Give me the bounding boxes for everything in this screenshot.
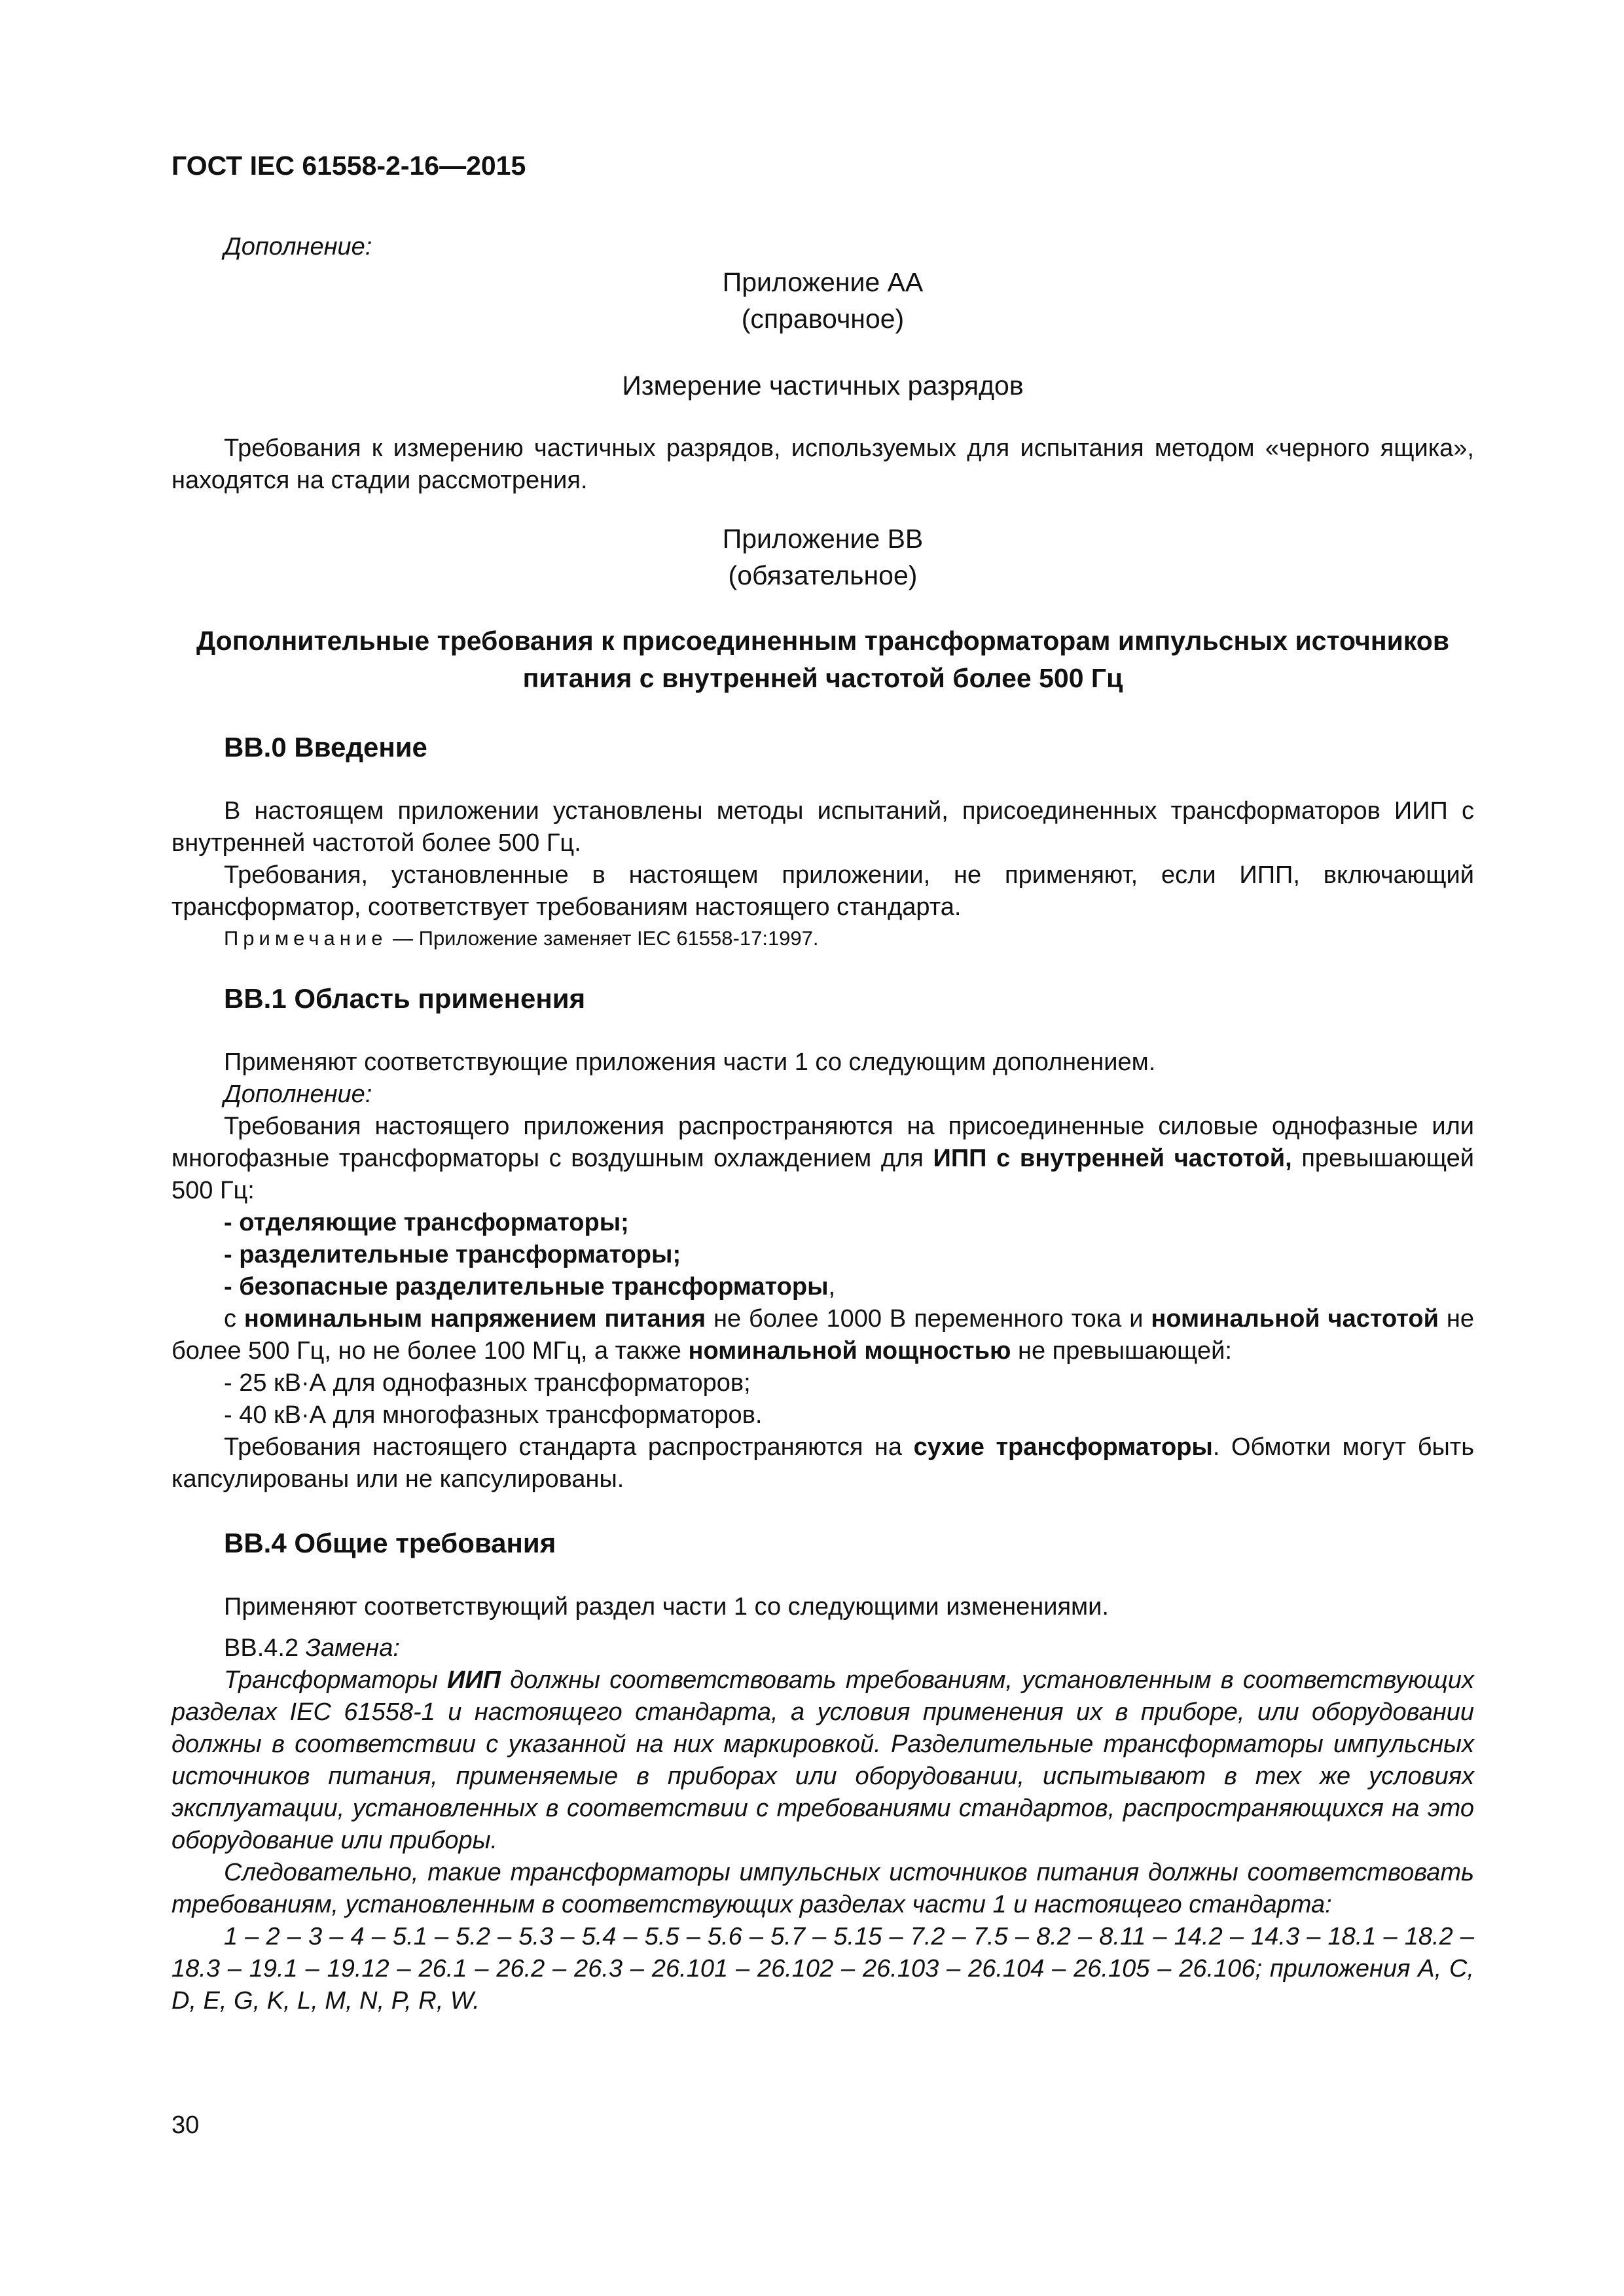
bb0-paragraph-2: Требования, установленные в настоящем приложении, не применяют, если ИПП, включающий трансформатор, соответствует требованиям настоящего стандарта. — [171, 861, 1474, 921]
bb1-paragraph-3: с номинальным напряжением питания не более 1000 В переменного тока и номинальной частотой не более 500 Гц, но не более 100 МГц, а также номинальной мощностью не превышающей: — [171, 1305, 1474, 1365]
bb4-paragraph-3: Следовательно, такие трансформаторы импульсных источников питания должны соответствовать требованиям, установленным в соответствующих разделах части 1 и настоящего стандарта: — [171, 1859, 1474, 1918]
note-text: — Приложение заменяет IEC 61558-17:1997. — [387, 927, 819, 950]
bb1-list-item: - разделительные трансформаторы; — [224, 1241, 681, 1268]
annex-bb-type: (обязательное) — [728, 560, 918, 590]
annex-bb-title: Приложение ВВ — [722, 524, 924, 554]
bb1-paragraph-2: Требования настоящего приложения распространяются на присоединенные силовые однофазные или многофазные трансформаторы с воздушным охлаждением для ИПП с внутренней частотой, превышающей 500 Гц: — [171, 1113, 1474, 1204]
bb0-paragraph-1: В настоящем приложении установлены методы испытаний, присоединенных трансформаторов ИИП с внутренней частотой более 500 Гц. — [171, 797, 1474, 857]
section-bb1-title: ВВ.1 Область применения — [224, 983, 586, 1014]
annex-bb-heading: Дополнительные требования к присоединенным трансформаторам импульсных источников питания с внутренней частотой более 500 Гц — [196, 626, 1450, 693]
document-header: ГОСТ IEC 61558-2-16—2015 — [171, 151, 526, 181]
bb4-subsection: ВВ.4.2 Замена: — [224, 1634, 400, 1662]
annex-aa-text: Требования к измерению частичных разрядов, используемых для испытания методом «черного ящика», находятся на стадии рассмотрения. — [171, 435, 1474, 494]
bb4-paragraph-2: Трансформаторы ИИП должны соответствовать требованиям, установленным в соответствующих разделах IEC 61558-1 и настоящего стандарта, а условия применения их в приборе, или оборудовании должны в соответствии с указанной на них маркировкой. Разделительные трансформаторы импульсных источников питания, применяемые в приборах или оборудовании, испытывают в тех же условиях эксплуатации, установленных в соответствии с требованиями стандартов, распространяющихся на это оборудование или приборы. — [171, 1666, 1474, 1854]
bb0-note — [224, 924, 1474, 954]
addition-label: Дополнение: — [224, 233, 372, 260]
bb1-list-item: - 40 кВ·А для многофазных трансформаторов. — [224, 1401, 763, 1429]
annex-aa-heading: Измерение частичных разрядов — [622, 370, 1024, 401]
bb1-list-item: - 25 кВ·А для однофазных трансформаторов; — [224, 1369, 751, 1397]
bb1-addition-label: Дополнение: — [224, 1081, 372, 1108]
bb1-paragraph-1: Применяют соответствующие приложения части 1 со следующим дополнением. — [224, 1049, 1156, 1076]
bb1-list-item: - отделяющие трансформаторы; — [224, 1209, 629, 1236]
bb4-paragraph-4: 1 – 2 – 3 – 4 – 5.1 – 5.2 – 5.3 – 5.4 – 5.5 – 5.6 – 5.7 – 5.15 – 7.2 – 7.5 – 8.2 – 8.11 – 14.2 – 14.3 – 18.1 – 18.2 – 18.3 – 19.1 – 19.12 – 26.1 – 26.2 – 26.3 – 26.101 – 26.102 – 26.103 – 26.104 – 26.105 – 26.106; приложения A, C, D, E, G, K, L, M, N, P, R, W. — [171, 1923, 1474, 2015]
page-number: 30 — [171, 2111, 200, 2139]
bb4-paragraph-1: Применяют соответствующий раздел части 1 со следующими изменениями. — [224, 1593, 1109, 1621]
document-page — [171, 151, 1474, 2017]
bb1-list-item: - безопасные разделительные трансформаторы, — [224, 1273, 836, 1300]
bb1-paragraph-4: Требования настоящего стандарта распространяются на сухие трансформаторы. Обмотки могут быть капсулированы или не капсулированы. — [171, 1433, 1474, 1493]
section-bb0-title: ВВ.0 Введение — [224, 732, 427, 762]
annex-aa-title: Приложение АА — [722, 267, 924, 297]
annex-aa-type: (справочное) — [741, 304, 905, 334]
section-bb4-title: ВВ.4 Общие требования — [224, 1528, 556, 1558]
note-label: Примечание — [224, 927, 388, 950]
